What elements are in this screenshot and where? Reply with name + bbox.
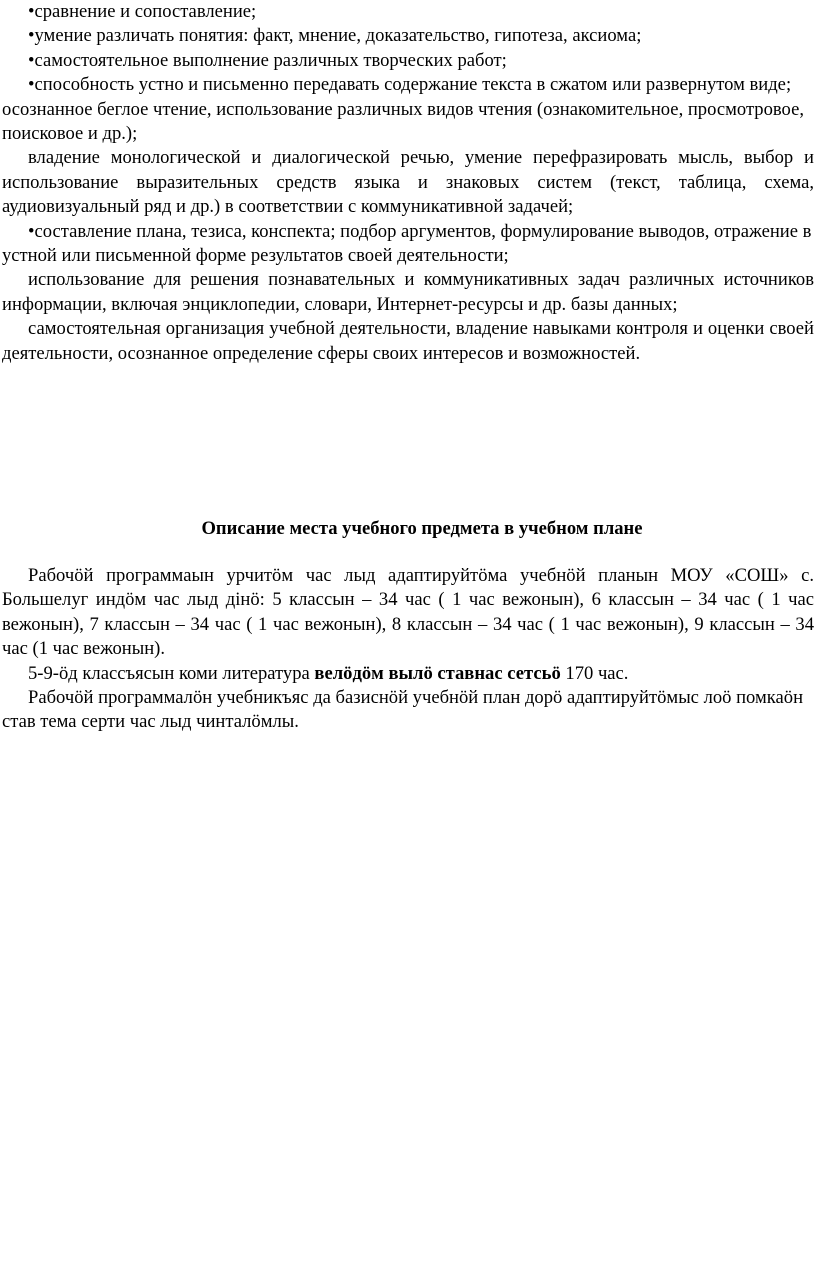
total-hours-count: 170 час. bbox=[560, 662, 629, 684]
list-item-planning: •составление плана, тезиса, конспекта; подбор аргументов, формулирование выводов, отражение в устной или письменной форме результатов своей деятельности; bbox=[2, 220, 812, 267]
list-item-information-sources: использование для решения познавательных и коммуникативных задач различных источников информации, включая энциклопедии, словари, Интернет-ресурсы и др. базы данных; bbox=[2, 269, 814, 315]
list-item-self-organization: самостоятельная организация учебной деятельности, владение навыками контроля и оценки своей деятельности, осознанное определение сферы своих интересов и возможностей. bbox=[2, 318, 814, 364]
section-heading: Описание места учебного предмета в учебном плане bbox=[201, 518, 643, 539]
total-hours-text: 5-9-ӧд классъясын коми литература bbox=[28, 662, 315, 684]
competency-list bbox=[2, 0, 814, 366]
total-hours-bold: велӧдӧм вылӧ ставнас сетсьӧ bbox=[314, 662, 561, 684]
list-item-creative-works: •самостоятельное выполнение различных творческих работ; bbox=[28, 49, 507, 71]
list-item-text-retelling: •способность устно и письменно передавать содержание текста в сжатом или развернутом виде; осознанное беглое чтение, использование различных видов чтения (ознакомительное, просмотровое, поисковое и др.); bbox=[2, 74, 804, 145]
hours-distribution-paragraph: Рабочӧй программаын урчитӧм час лыд адаптируйтӧма учебнӧй планын МОУ «СОШ» с. Большелуг индӧм час лыд дiнӧ: 5 классын – 34 час ( 1 час вежонын), 6 классын – 34 час ( 1 час вежонын), 7 классын – 34 час ( 1 час вежонын), 8 классын – 34 час ( 1 час вежонын), 9 классын – 34 час (1 час вежонын). bbox=[2, 565, 814, 660]
adaptation-paragraph: Рабочӧй программалӧн учебникъяс да базиснӧй учебнӧй план дорӧ адаптируйтӧмыс лоӧ помкаӧн став тема серти час лыд чинталӧмлы. bbox=[2, 687, 804, 733]
list-item-speech: владение монологической и диалогической речью, умение перефразировать мысль, выбор и использование выразительных средств языка и знаковых систем (текст, таблица, схема, аудиовизуальный ряд и др.) в соответствии с коммуникативной задачей; bbox=[2, 147, 814, 218]
total-hours-paragraph bbox=[2, 662, 814, 686]
list-item-comparison: •сравнение и сопоставление; bbox=[28, 1, 257, 22]
curriculum-place-section bbox=[2, 564, 814, 735]
list-item-concepts: •умение различать понятия: факт, мнение, доказательство, гипотеза, аксиома; bbox=[28, 25, 642, 47]
